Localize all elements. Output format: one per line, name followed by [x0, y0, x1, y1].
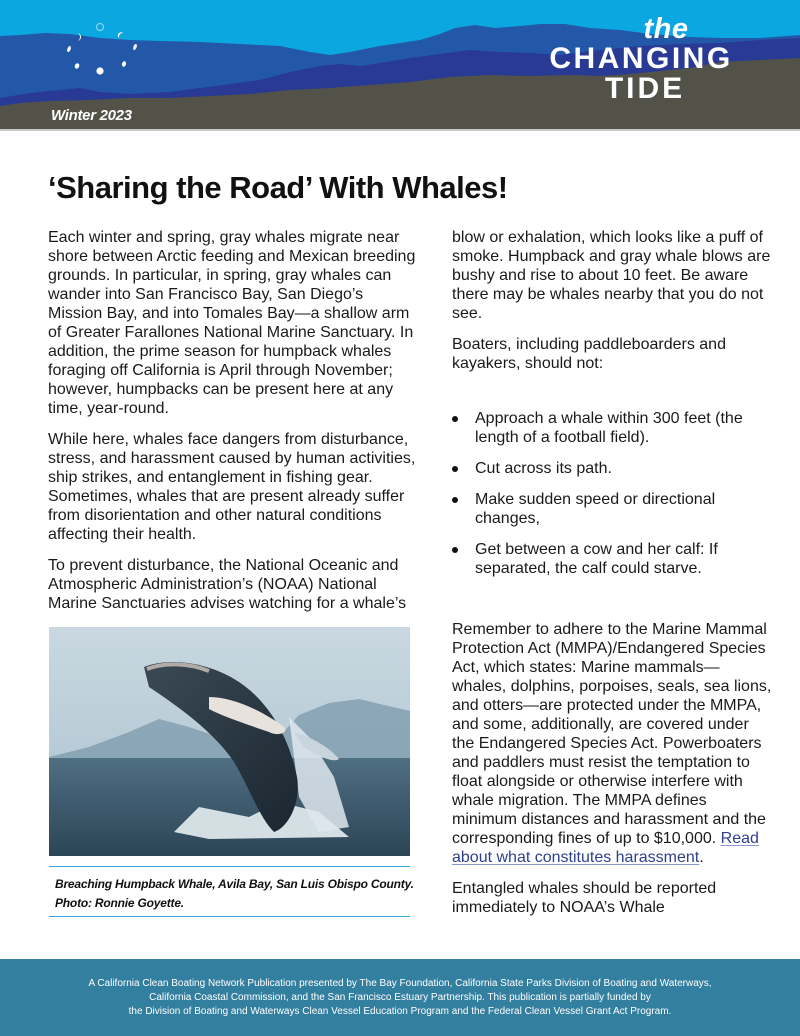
list-item: Cut across its path.: [452, 459, 772, 478]
footer-credits: [0, 959, 800, 1036]
caption-line-1: Breaching Humpback Whale, Avila Bay, San Luis Obispo County.: [55, 877, 414, 891]
article-title: ‘Sharing the Road’ With Whales!: [48, 170, 508, 205]
bullet-icon: [452, 416, 458, 422]
paragraph-entangled: Entangled whales should be reported immediately to NOAA’s Whale: [452, 880, 717, 916]
bullet-icon: [452, 497, 458, 503]
footer-line-2: California Coastal Commission, and the San Francisco Estuary Partnership. This publication is partially funded by: [149, 992, 651, 1003]
caption-top-rule: [49, 866, 410, 867]
whale-photo: [49, 627, 410, 856]
paragraph-boaters: Boaters, including paddleboarders and kayakers, should not:: [452, 336, 726, 372]
photo-caption: [55, 875, 415, 913]
footer-line-3: the Division of Boating and Waterways Clean Vessel Education Program and the Federal Clean Vessel Grant Act Program.: [128, 1006, 672, 1017]
caption-bottom-rule: [49, 916, 410, 917]
issue-label: Winter 2023: [51, 107, 132, 124]
bullet-icon: [452, 547, 458, 553]
list-item: Approach a whale within 300 feet (the length of a football field).: [452, 409, 772, 447]
breaching-whale-image: [49, 627, 410, 856]
paragraph-noaa-advice: To prevent disturbance, the National Oceanic and Atmospheric Administration’s (NOAA) National Marine Sanctuaries advises watching for a whale’s: [48, 557, 407, 612]
footer-line-1: A California Clean Boating Network Publication presented by The Bay Foundation, California State Parks Division of Boating and Waterways,: [88, 978, 712, 989]
logo-changing: CHANGING: [549, 42, 733, 75]
list-item: Get between a cow and her calf: If separated, the calf could starve.: [452, 540, 772, 578]
left-column: [48, 228, 418, 625]
header-banner: [0, 0, 800, 131]
header-divider: [0, 129, 800, 131]
list-item: Make sudden speed or directional changes,: [452, 490, 772, 528]
publication-logo: [526, 14, 756, 104]
logo-tide: TIDE: [604, 72, 686, 105]
harassment-info-link[interactable]: Read about what constitutes harassment: [452, 830, 759, 866]
logo-the: the: [643, 13, 689, 45]
paragraph-mmpa: Remember to adhere to the Marine Mammal Protection Act (MMPA)/Endangered Species Act, which states: Marine mammals—whales, dolphins, porpoises, seals, sea lions, and otters—are protected under the MMPA, and some, additionally, are covered under the Endangered Species Act. Powerboaters and paddlers must resist the temptation to float alongside or otherwise interfere with whale migration. The MMPA defines minimum distances and harassment and the corresponding fines of up to $10,000. Read about what constitutes harassment.: [452, 621, 772, 866]
paragraph-migration: Each winter and spring, gray whales migrate near shore between Arctic feeding and Mexican breeding grounds. In particular, in spring, gray whales can wander into San Francisco Bay, San Diego’s Mission Bay, and into Tomales Bay—a shallow arm of Greater Farallones National Marine Sanctuary. In addition, the prime season for humpback whales foraging off California is April through November; however, humpbacks can be present here at any time, year-round.: [48, 229, 416, 417]
paragraph-blow: blow or exhalation, which looks like a puff of smoke. Humpback and gray whale blows are bushy and rise to about 10 feet. Be aware there may be whales nearby that you do not see.: [452, 229, 771, 322]
right-column: [452, 228, 772, 929]
boater-rules-list: [452, 409, 772, 578]
caption-line-2: Photo: Ronnie Goyette.: [55, 896, 184, 910]
paragraph-dangers: While here, whales face dangers from disturbance, stress, and harassment caused by human activities, ship strikes, and entanglement in fishing gear. Sometimes, whales that are present already suffer from disorientation and other natural conditions affecting their health.: [48, 431, 416, 543]
bullet-icon: [452, 466, 458, 472]
moon-phases-icon: [55, 15, 145, 80]
